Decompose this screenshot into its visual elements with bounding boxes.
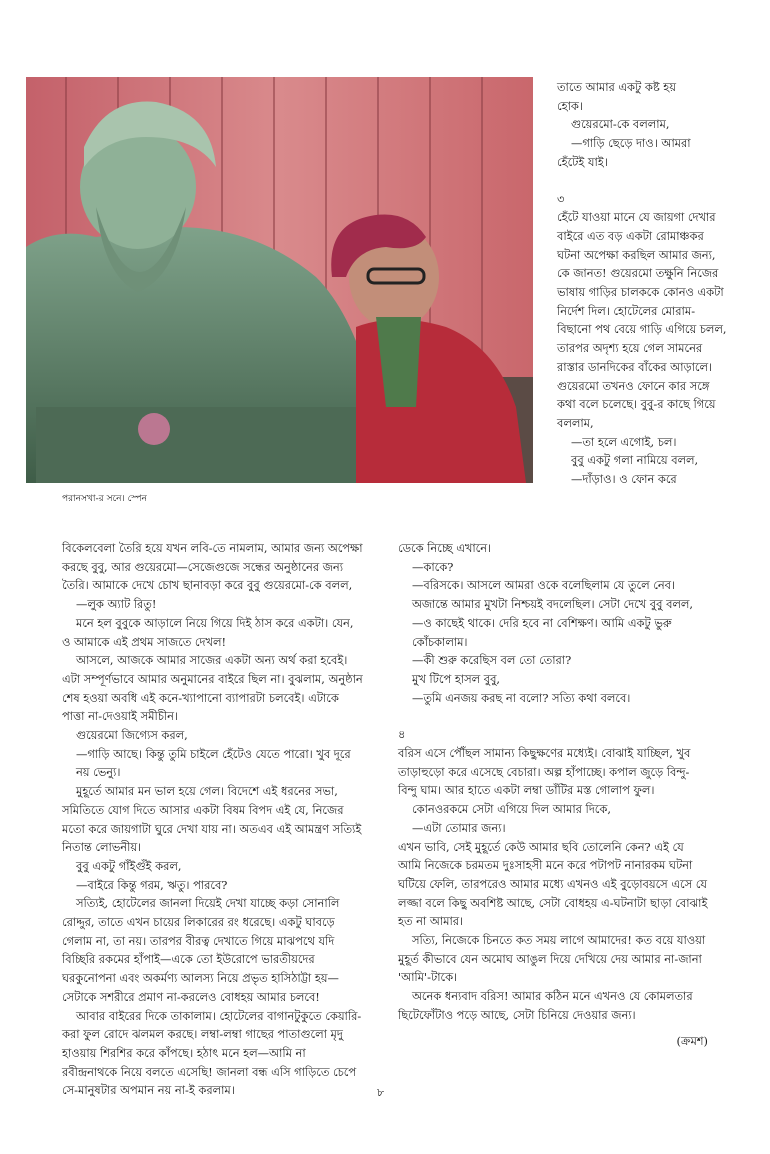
paragraph: বুবু একটু গলা নামিয়ে বলল, [571,453,699,468]
paragraph: বিকেলবেলা তৈরি হয়ে যখন লবি-তে নামলাম, আমার জন্য অপেক্ষা করছে বুবু, আর গুয়েরমো—সেজেগুজে সন্ধের অনুষ্ঠানের জন্য তৈরি। আমাকে দেখে চোখ ছানাবড়া করে বুবু গুয়েরমো-কে বলল, [62,541,363,593]
page-number: ৮ [377,1086,385,1099]
paragraph: মুখ টিপে হাসল বুবু, [412,671,501,686]
paragraph: —গাড়ি ছেড়ে দাও। আমরা [571,136,691,151]
section-number: ৩ [557,191,565,206]
paragraph: —ও কাছেই থাকে। দেরি হবে না বেশিক্ষণ। আমি একটু ভুরু কোঁচকালাম। [412,615,672,649]
statue-photo-illustration [26,77,533,483]
paragraph: হেঁটেই যাই। [557,154,608,169]
paragraph: —কী শুরু করেছিস বল তো তোরা? [412,653,572,668]
paragraph: ডেকে নিচ্ছে এখানে। [398,541,492,555]
paragraph: বরিস এসে পৌঁছল সামান্য কিছুক্ষণের মধ্যেই। বোঝাই যাচ্ছিল, খুব তাড়াহুড়ো করে এসেছে বেচারা। অল্প হাঁপাচ্ছে। কপাল জুড়ে বিন্দু-বিন্দু ঘাম। আর হাতে একটা লম্বা ডাঁটির মস্ত গোলাপ ফুল। [398,746,691,798]
paragraph: মুহূর্তে আমার মন ভাল হয়ে গেল। বিদেশে এই ধরনের সভা, সমিতিতে যোগ দিতে আসার একটা বিষম বিপদ এই যে, নিজের মতো করে জায়গাটা ঘুরে দেখা যায় না। অতএব এই আমন্ত্রণ সত্যিই নিতান্ত লোভনীয়। [62,784,362,855]
paragraph: মনে হল বুবুকে আড়ালে নিয়ে গিয়ে দিই ঠাস করে একটা। যেন, ও আমাকে এই প্রথম সাজতে দেখল! [62,615,354,649]
paragraph: আসলে, আজকে আমার সাজের একটা অন্য অর্থ করা হবেই। এটা সম্পূর্ণভাবে আমার অনুমানের বাইরে ছিল না। বুঝলাম, অনুষ্ঠান শেষ হওয়া অবধি এই কনে-খ্যাপানো ব্যাপারটা চলবেই। এটাকে পাত্তা না-দেওয়াই সমীচীন। [62,653,363,724]
continued-label: (ক্রমশ) [676,1034,708,1048]
paragraph: তাতে আমার একটু কষ্ট হয় [557,80,676,94]
right-body-column [398,539,708,1025]
paragraph: —লুক অ্যাট রিতু! [76,597,157,612]
paragraph: —তা হলে এগোই, চল। [571,434,677,449]
paragraph: এখন ভাবি, সেই মুহূর্তে কেউ আমার ছবি তোলেনি কেন? এই যে আমি নিজেকে চরমতম দুঃসাহসী মনে করে পটাপট নানারকম ঘটনা ঘটিয়ে ফেলি, তারপরেও আমার মধ্যে এখনও এই বুড়োবয়সে এসে যে লজ্জা বলে কিছু অবশিষ্ট আছে, সেটা বোধহয় এ-ঘটনাটা ছাড়া বোঝাই হত না আমার। [398,839,708,929]
paragraph: অজান্তে আমার মুখটা নিশ্চয়ই বদলেছিল। সেটা দেখে বুবু বলল, [412,597,694,612]
paragraph: হেঁটে যাওয়া মানে যে জায়গা দেখার বাইরে এত বড় একটা রোমাঞ্চকর ঘটনা অপেক্ষা করছিল আমার জন্য, কে জানত! গুয়েরমো তক্ষুনি নিজের ভাষায় গাড়ির চালককে কোনও একটা নির্দেশ দিল। হোটেলের মোরাম-বিছানো পথ বেয়ে গাড়ি এগিয়ে চলল, তারপর অদৃশ্য হয়ে গেল সামনের রাস্তার ডানদিকের বাঁকের আড়ালে। গুয়েরমো তখনও ফোনে কার সঙ্গে কথা বলে চলেছে। বুবু-র কাছে গিয়ে বললাম, [557,210,727,430]
paragraph: —তুমি এনজয় করছ না বলো? সত্যি কথা বলবে। [412,690,631,705]
section-number: ৪ [398,727,406,742]
paragraph: —কাকে? [412,559,454,574]
photo-caption: পরানসখা-র সনে। স্পেন [62,494,147,504]
paragraph: হোক। [557,98,583,113]
paragraph: কোনওরকমে সেটা এগিয়ে দিল আমার দিকে, [412,802,611,817]
paragraph: সত্যিই, হোটেলের জানলা দিয়েই দেখা যাচ্ছে কড়া সোনালি রোদ্দুর, তাতে এখন চায়ের লিকারের রং ধরেছে। একটু ঘাবড়ে গেলাম না, তা নয়। তারপর বীরত্ব দেখাতে গিয়ে মাঝপথে যদি বিচ্ছিরি রকমের হাঁপাই—একে তো ইউরোপে ভারতীয়দের ঘরকুনোপনা এবং অকর্মণ্য আলস্য নিয়ে প্রভৃত হাসিঠাট্টা হয়—সেটাকে সশরীরে প্রমাণ না-করলেও বোধহয় আমার চলবে! [62,896,340,1004]
paragraph: আবার বাইরের দিকে তাকালাম। হোটেলের বাগানটুকুতে কেয়ারি-করা ফুল রোদে ঝলমল করছে। লম্বা-লম্বা গাছের পাতাগুলো মৃদু হাওয়ায় শিরশির করে কাঁপছে। হঠাৎ মনে হল—আমি না রবীন্দ্রনাথকে নিয়ে বলতে এসেছি! জানলা বন্ধ এসি গাড়িতে চেপে সে-মানুষটার অপমান নয় না-ই করলাম। [62,1008,362,1098]
left-body-column [62,539,364,1100]
article-photo [26,77,533,483]
paragraph: —দাঁড়াও। ও ফোন করে [571,472,677,487]
paragraph: —বরিসকে। আসলে আমরা ওকে বলেছিলাম যে তুলে নেব। [412,578,676,593]
paragraph: —গাড়ি আছে। কিন্তু তুমি চাইলে হেঁটেও যেতে পারো। খুব দূরে নয় ভেন্যু। [76,746,351,780]
right-top-column [557,78,727,489]
paragraph: বুবু একটু গাঁইগুঁই করল, [76,858,182,873]
paragraph: —বাইরে কিন্তু গরম, ঋতু। পারবে? [76,877,228,892]
paragraph: গুয়েরমো জিগ্যেস করল, [76,728,188,743]
paragraph: অনেক ধন্যবাদ বরিস! আমার কঠিন মনে এখনও যে কোমলতার ছিটেফোঁটাও পড়ে আছে, সেটা চিনিয়ে দেওয়ার জন্য। [398,989,693,1022]
paragraph: গুয়েরমো-কে বললাম, [571,117,670,132]
paragraph: সত্যি, নিজেকে চিনতে কত সময় লাগে আমাদের! কত বয়ে যাওয়া মুহূর্ত কীভাবে যেন অমোঘ আঙুল দিয়ে দেখিয়ে দেয় আমার না-জানা 'আমি'-টাকে। [398,933,706,985]
paragraph: —এটা তোমার জন্য। [412,820,506,835]
